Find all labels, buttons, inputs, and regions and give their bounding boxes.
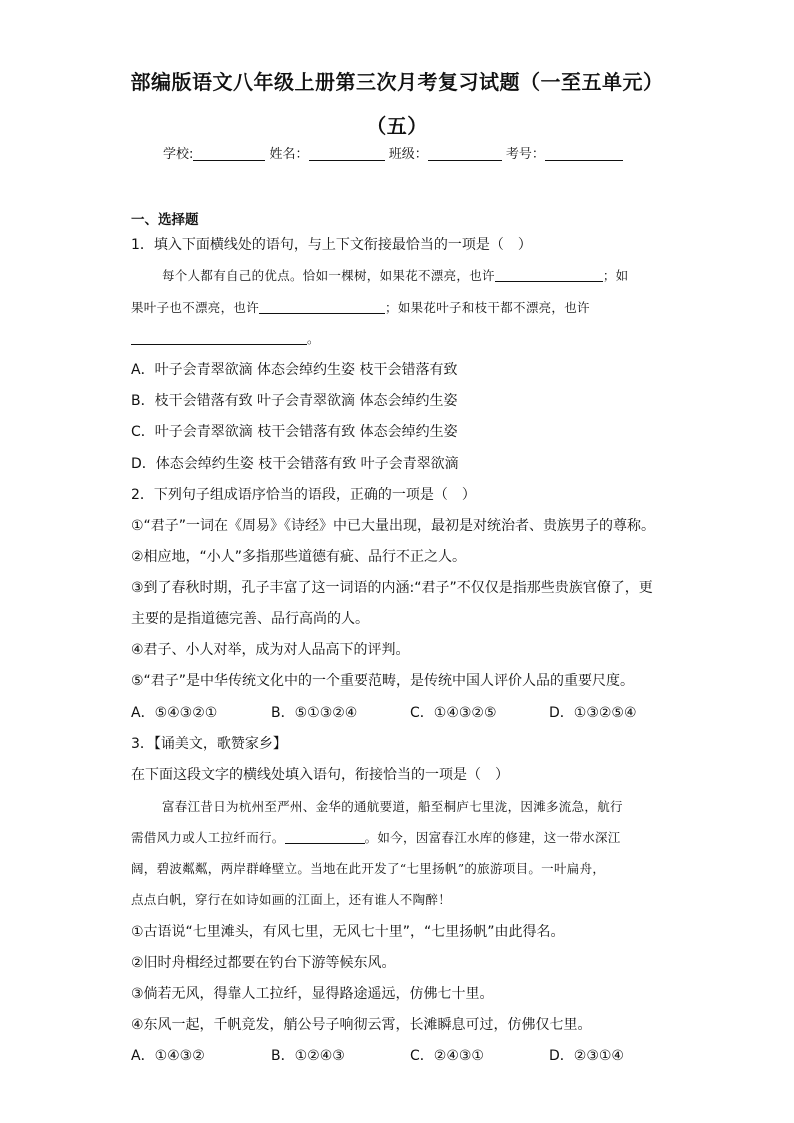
class-label: 班级：: [388, 147, 428, 162]
name-label: 姓名：: [269, 147, 309, 162]
q3-option-d[interactable]: D．②③①④: [549, 1048, 624, 1064]
q2-sentence-3: ③到了春秋时期，孔子丰富了这一词语的内涵:“君子”不仅仅是指那些贵族官僚了，更: [131, 580, 653, 596]
q1-blank-1: [495, 268, 603, 282]
q2-sentence-4: ④君子、小人对举，成为对人品高下的评判。: [131, 642, 410, 658]
q3-sentence-4: ④东风一起，千帆竞发，艄公号子响彻云霄，长滩瞬息可过，仿佛仅七里。: [131, 1017, 592, 1033]
q3-stem: 3．【诵美文，歌赞家乡】: [131, 736, 287, 752]
q1-blank-3: [131, 331, 307, 345]
number-label: 考号：: [505, 147, 545, 162]
q3-sentence-1: ①古语说“七里滩头，有风七里，无风七十里”，“七里扬帆”由此得名。: [131, 924, 565, 940]
q2-sentence-1: ①“君子”一词在《周易》《诗经》中已大量出现，最初是对统治者、贵族男子的尊称。: [131, 518, 656, 534]
q3-blank: [285, 830, 365, 844]
q2-option-c[interactable]: C．①④③②⑤: [410, 705, 497, 721]
q3-passage-line3: 阔，碧波粼粼，两岸群峰壁立。当地在此开发了“七里扬帆”的旅游项目。一叶扁舟，: [131, 861, 606, 876]
q1-blank-2: [259, 300, 385, 314]
school-blank[interactable]: [193, 146, 265, 161]
q3-option-c[interactable]: C．②④③①: [410, 1048, 484, 1064]
q1-option-d[interactable]: D．体态会绰约生姿 枝干会错落有致 叶子会青翠欲滴: [131, 456, 459, 472]
q1-passage-text: 每个人都有自己的优点。恰如一棵树，如果花不漂亮，也许: [162, 268, 495, 283]
exam-title-number: （五）: [366, 114, 428, 138]
q1-option-c[interactable]: C．叶子会青翠欲滴 枝干会错落有致 体态会绰约生姿: [131, 424, 458, 440]
q1-option-a[interactable]: A．叶子会青翠欲滴 体态会绰约生姿 枝干会错落有致: [131, 362, 458, 378]
student-info-row: [163, 143, 623, 162]
q2-stem: 2．下列句子组成语序恰当的语段，正确的一项是（ ）: [131, 487, 476, 503]
q1-passage-text: 果叶子也不漂亮，也许: [131, 300, 260, 315]
q2-option-d[interactable]: D．①③②⑤④: [549, 705, 637, 721]
q2-sentence-3-cont: 主要的是指道德完善、品行高尚的人。: [131, 611, 369, 627]
q3-option-a[interactable]: A．①④③②: [131, 1048, 205, 1064]
q1-passage-line3: [131, 329, 320, 347]
q3-passage-line2: [131, 828, 621, 846]
q1-passage-line1: [162, 266, 628, 284]
q1-passage-text: ；如: [602, 268, 629, 283]
q1-passage-text: 。: [307, 331, 320, 346]
q3-option-b[interactable]: B．①②④③: [271, 1048, 345, 1064]
q3-passage-line1: 富春江昔日为杭州至严州、金华的通航要道，船至桐庐七里泷，因滩多流急，航行: [162, 799, 623, 814]
q3-passage-line4: 点点白帆，穿行在如诗如画的江面上，还有谁人不陶醉！: [131, 892, 452, 907]
q2-option-b[interactable]: B．⑤①③②④: [271, 705, 358, 721]
school-label: 学校:: [163, 147, 194, 162]
exam-title: 部编版语文八年级上册第三次月考复习试题（一至五单元）: [130, 70, 664, 94]
q3-sentence-3: ③倘若无风，得靠人工拉纤，显得路途遥远，仿佛七十里。: [131, 986, 494, 1002]
q3-sentence-2: ②旧时舟楫经过都要在钓台下游等候东风。: [131, 955, 396, 971]
name-blank[interactable]: [309, 146, 385, 161]
q3-passage-text: 需借风力或人工拉纤而行。: [131, 830, 285, 845]
q2-option-a[interactable]: A．⑤④③②①: [131, 705, 218, 721]
q2-sentence-5: ⑤“君子”是中华传统文化中的一个重要范畴，是传统中国人评价人品的重要尺度。: [131, 673, 635, 689]
q2-sentence-2: ②相应地，“小人”多指那些道德有疵、品行不正之人。: [131, 549, 467, 565]
q1-option-b[interactable]: B．枝干会错落有致 叶子会青翠欲滴 体态会绰约生姿: [131, 393, 458, 409]
class-blank[interactable]: [428, 146, 502, 161]
q1-stem: 1．填入下面横线处的语句，与上下文衔接最恰当的一项是（ ）: [131, 237, 532, 253]
section-heading: 一、选择题: [131, 212, 199, 228]
q3-instruction: 在下面这段文字的横线处填入语句，衔接恰当的一项是（ ）: [131, 767, 509, 783]
number-blank[interactable]: [545, 146, 623, 161]
q1-passage-text: ；如果花叶子和枝干都不漂亮，也许: [385, 300, 590, 315]
q1-passage-line2: [131, 298, 590, 316]
q3-passage-text: 。如今，因富春江水库的修建，这一带水深江: [364, 830, 621, 845]
